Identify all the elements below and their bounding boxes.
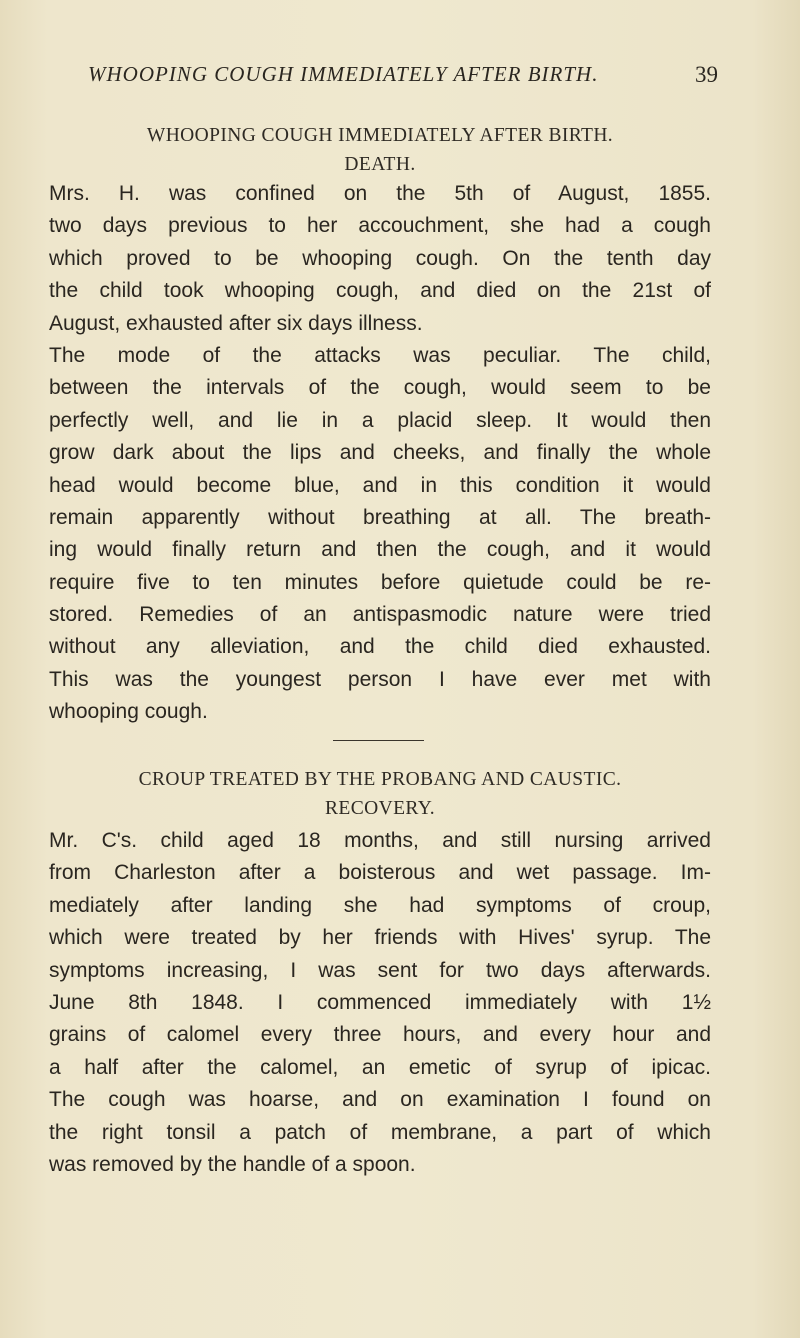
- text-line: which proved to be whooping cough. On the tenth day: [49, 246, 711, 270]
- section-divider: [333, 740, 424, 741]
- text-line: between the intervals of the cough, would seem to be: [49, 376, 711, 400]
- text-line: head would become blue, and in this condition it would: [49, 473, 711, 497]
- text-line: Mr. C's. child aged 18 months, and still nursing arrived: [49, 829, 711, 852]
- text-line: June 8th 1848. I commenced immediately with 1½: [49, 990, 711, 1014]
- running-head: [88, 62, 718, 87]
- text-line: the right tonsil a patch of membrane, a part of which: [49, 1120, 711, 1144]
- text-line: the child took whooping cough, and died on the 21st of: [49, 279, 711, 303]
- text-line: whooping cough.: [49, 700, 208, 724]
- heading-line: DEATH.: [344, 154, 416, 175]
- text-line: August, exhausted after six days illness.: [49, 311, 423, 335]
- running-head-title: WHOOPING COUGH IMMEDIATELY AFTER BIRTH.: [88, 62, 599, 86]
- heading-line: RECOVERY.: [325, 798, 435, 819]
- text-line: which were treated by her friends with Hives' syrup. The: [49, 926, 711, 950]
- text-line: a half after the calomel, an emetic of syrup of ipicac.: [49, 1055, 711, 1079]
- text-line: Mrs. H. was confined on the 5th of August, 1855.: [49, 182, 711, 205]
- text-line: The cough was hoarse, and on examination I found on: [49, 1088, 711, 1112]
- page-number: 39: [695, 62, 718, 87]
- case-text-whooping-cough: [49, 178, 711, 729]
- text-line: mediately after landing she had symptoms of croup,: [49, 893, 711, 917]
- text-line: grains of calomel every three hours, and every hour and: [49, 1023, 711, 1047]
- text-line: grow dark about the lips and cheeks, and finally the whole: [49, 441, 711, 465]
- text-line: require five to ten minutes before quietude could be re-: [49, 570, 711, 594]
- text-line: symptoms increasing, I was sent for two days afterwards.: [49, 958, 711, 982]
- section-heading-whooping-cough: [50, 121, 710, 179]
- text-line: This was the youngest person I have ever met with: [49, 667, 711, 691]
- text-line: The mode of the attacks was peculiar. The child,: [49, 343, 711, 367]
- text-line: stored. Remedies of an antispasmodic nature were tried: [49, 603, 711, 627]
- heading-line: CROUP TREATED BY THE PROBANG AND CAUSTIC.: [138, 769, 622, 790]
- text-line: two days previous to her accouchment, she had a cough: [49, 214, 711, 238]
- text-line: ing would finally return and then the cough, and it would: [49, 538, 711, 562]
- text-line: remain apparently without breathing at all. The breath-: [49, 505, 711, 529]
- section-heading-croup: [50, 765, 710, 823]
- case-text-croup: [49, 825, 711, 1181]
- text-line: from Charleston after a boisterous and wet passage. Im-: [49, 861, 711, 885]
- text-line: without any alleviation, and the child died exhausted.: [49, 635, 711, 659]
- text-line: was removed by the handle of a spoon.: [49, 1152, 416, 1176]
- text-line: perfectly well, and lie in a placid sleep. It would then: [49, 408, 711, 432]
- heading-line: WHOOPING COUGH IMMEDIATELY AFTER BIRTH.: [146, 125, 614, 146]
